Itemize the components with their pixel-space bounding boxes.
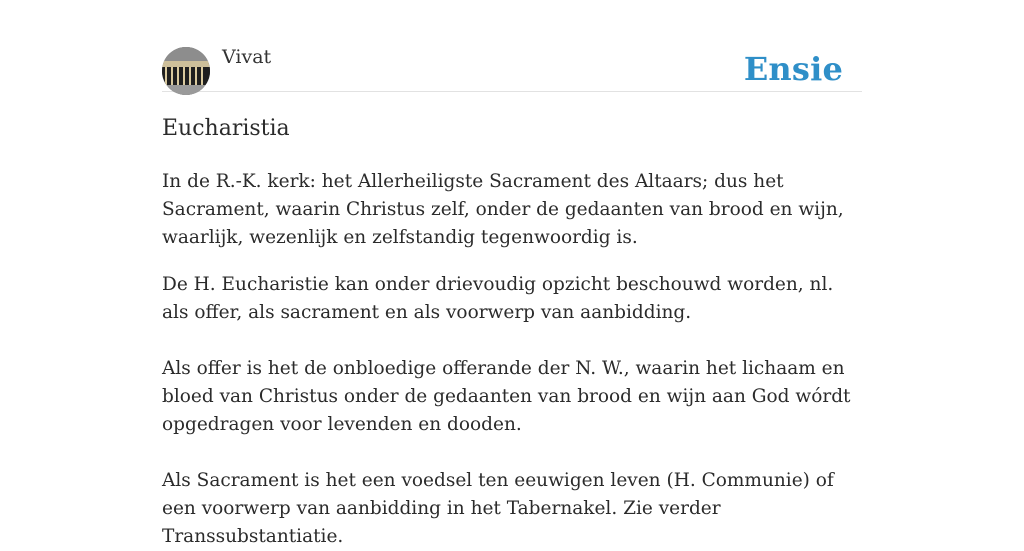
article-paragraph: Als Sacrament is het een voedsel ten eeuwigen leven (H. Communie) of een voorwerp van aanbidding in het Tabernakel. Zie verder Transsubstantiatie. [162,470,834,547]
avatar-image [162,47,210,95]
brand-logo[interactable]: Ensie [743,50,843,88]
avatar[interactable] [162,47,210,95]
article-card [162,0,862,547]
author-name[interactable]: Vivat [222,46,272,68]
article-paragraph: In de R.-K. kerk: het Allerheiligste Sacrament des Altaars; dus het Sacrament, waarin Christus zelf, onder de gedaanten van brood en wijn, waarlijk, wezenlijk en zelfstandig tegenwoordig is. [162,171,844,248]
article-title: Eucharistia [162,116,290,141]
article-header [162,0,862,92]
article-paragraph: De H. Eucharistie kan onder drievoudig opzicht beschouwd worden, nl. als offer, als sacrament en als voorwerp van aanbidding. [162,274,834,323]
article-paragraph: Als offer is het de onbloedige offerande der N. W., waarin het lichaam en bloed van Christus onder de gedaanten van brood en wijn aan God wórdt opgedragen voor levenden en dooden. [162,358,851,435]
